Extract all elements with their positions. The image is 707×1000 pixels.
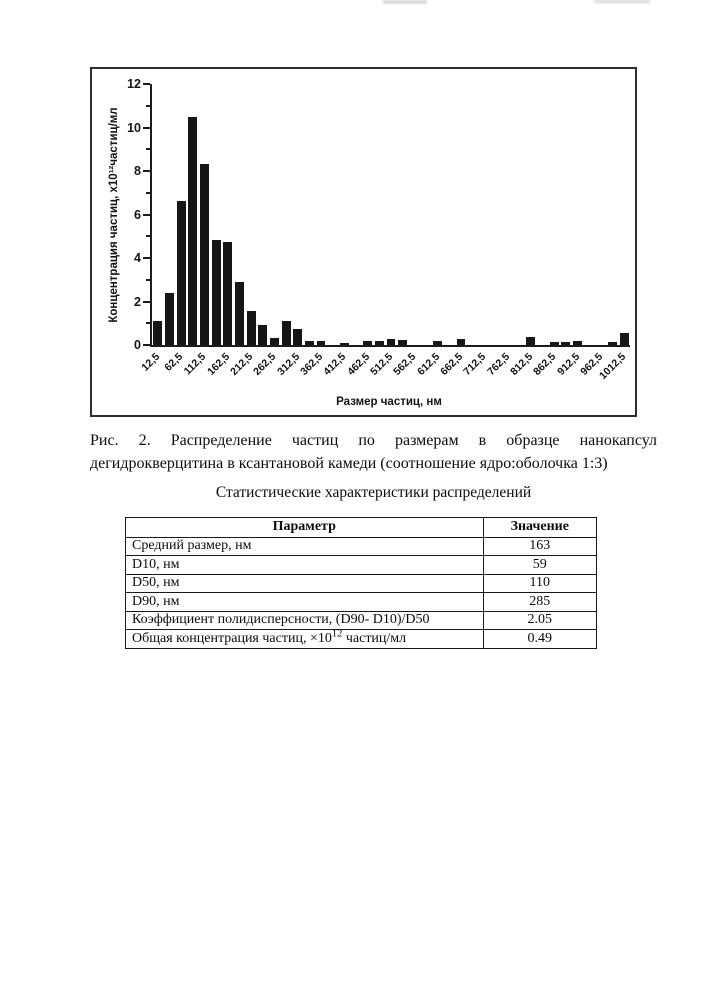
y-major-tick-12 bbox=[143, 83, 150, 85]
stats-table-body bbox=[126, 537, 597, 648]
x-tick-label-462-5: 462,5 bbox=[344, 350, 372, 378]
x-tick-label-962-5: 962,5 bbox=[578, 350, 606, 378]
y-major-tick-10 bbox=[143, 127, 150, 129]
table-row bbox=[126, 574, 597, 593]
y-tick-label-12: 12 bbox=[127, 77, 141, 91]
bar-912-5nm bbox=[573, 341, 582, 345]
bar-862-5nm bbox=[550, 342, 559, 345]
y-tick-label-4: 4 bbox=[134, 251, 141, 265]
bar-62-5nm bbox=[177, 201, 186, 345]
x-axis-title: Размер частиц, нм bbox=[336, 396, 442, 408]
bar-112-5nm bbox=[200, 164, 209, 345]
plot-area bbox=[127, 77, 630, 382]
x-tick-label-62-5: 62,5 bbox=[162, 350, 186, 374]
bar-87-5nm bbox=[188, 117, 197, 345]
bar-262-5nm bbox=[270, 338, 279, 345]
table-header-row bbox=[126, 518, 597, 538]
value-cell: 163 bbox=[483, 537, 596, 556]
bar-212-5nm bbox=[247, 311, 256, 345]
x-tick-label-512-5: 512,5 bbox=[368, 350, 396, 378]
y-minor-tick-11 bbox=[146, 105, 150, 107]
x-tick-label-262-5: 262,5 bbox=[251, 350, 279, 378]
value-cell: 59 bbox=[483, 556, 596, 575]
figure-caption bbox=[90, 429, 657, 475]
bar-137-5nm bbox=[212, 240, 221, 345]
x-tick-label-162-5: 162,5 bbox=[204, 350, 233, 378]
table-title: Статистические характеристики распределений bbox=[215, 484, 532, 501]
x-tick-label-212-5: 212,5 bbox=[228, 350, 256, 378]
bar-312-5nm bbox=[293, 329, 302, 345]
y-tick-label-2: 2 bbox=[134, 294, 141, 309]
param-cell: D50, нм bbox=[126, 574, 484, 593]
y-minor-tick-7 bbox=[146, 192, 150, 194]
y-major-tick-6 bbox=[143, 214, 150, 216]
bar-37-5nm bbox=[165, 293, 174, 345]
table-row bbox=[126, 556, 597, 575]
bar-487-5nm bbox=[375, 341, 384, 345]
stats-table bbox=[125, 517, 597, 649]
superscript: 12 bbox=[331, 627, 343, 639]
table-row bbox=[126, 593, 597, 612]
y-tick-label-6: 6 bbox=[134, 207, 141, 222]
x-tick-label-612-5: 612,5 bbox=[414, 350, 442, 378]
x-tick-label-662-5: 662,5 bbox=[438, 350, 466, 378]
bar-337-5nm bbox=[305, 341, 314, 345]
bar-187-5nm bbox=[235, 282, 244, 345]
param-cell: Общая концентрация частиц, $\times 10^{12}$ частиц/мл bbox=[126, 630, 484, 649]
value-cell: 0.49 bbox=[483, 630, 596, 649]
value-header: Значение bbox=[483, 518, 596, 538]
value-cell: 2.05 bbox=[483, 611, 596, 630]
y-major-tick-8 bbox=[143, 170, 150, 172]
bar-887-5nm bbox=[561, 342, 570, 345]
x-tick-label-762-5: 762,5 bbox=[484, 350, 512, 378]
y-major-tick-0 bbox=[143, 344, 150, 346]
bar-362-5nm bbox=[317, 341, 326, 345]
bar-662-5nm bbox=[457, 339, 466, 345]
y-minor-tick-3 bbox=[146, 279, 150, 281]
param-cell: D90, нм bbox=[126, 593, 484, 612]
bar-612-5nm bbox=[433, 341, 442, 345]
y-major-tick-4 bbox=[143, 257, 150, 259]
param-cell: Коэффициент полидисперсности, (D90- D10)/D50 bbox=[126, 611, 484, 630]
bar-987-5nm bbox=[608, 342, 617, 345]
y-tick-label-0: 0 bbox=[134, 338, 141, 352]
bar-12-5nm bbox=[153, 321, 162, 345]
param-cell: D10, нм bbox=[126, 556, 484, 575]
x-tick-label-712-5: 712,5 bbox=[461, 350, 489, 378]
x-tick-label-312-5: 312,5 bbox=[274, 350, 302, 378]
x-tick-label-112-5: 112,5 bbox=[182, 350, 209, 378]
bar-162-5nm bbox=[223, 242, 232, 345]
x-tick-label-412-5: 412,5 bbox=[321, 350, 349, 378]
x-tick-label-812-5: 812,5 bbox=[508, 350, 536, 378]
y-tick-label-8: 8 bbox=[134, 164, 141, 178]
bar-512-5nm bbox=[387, 339, 396, 345]
y-major-tick-2 bbox=[143, 301, 150, 303]
figure-caption-line2: дегидрокверцитина в ксантановой камеди (соотношение ядро:оболочка 1:3) bbox=[90, 455, 608, 473]
table-row bbox=[126, 537, 597, 556]
table-row bbox=[126, 630, 597, 649]
bar-287-5nm bbox=[282, 321, 291, 345]
x-tick-label-862-5: 862,5 bbox=[531, 350, 559, 378]
x-tick-label-362-5: 362,5 bbox=[298, 350, 326, 378]
bar-812-5nm bbox=[526, 337, 535, 345]
bar-412-5nm bbox=[340, 343, 349, 345]
x-tick-label-1012-5: 1012,5 bbox=[597, 350, 629, 382]
bar-237-5nm bbox=[258, 325, 267, 345]
bar-1012-5nm bbox=[620, 333, 629, 345]
value-cell: 285 bbox=[483, 593, 596, 612]
y-minor-tick-9 bbox=[146, 148, 150, 150]
table-row bbox=[126, 611, 597, 630]
x-tick-label-912-5: 912,5 bbox=[554, 350, 582, 378]
scan-artifact bbox=[383, 0, 427, 4]
x-tick-label-562-5: 562,5 bbox=[391, 350, 419, 378]
param-cell: Средний размер, нм bbox=[126, 537, 484, 556]
y-minor-tick-5 bbox=[146, 235, 150, 237]
x-tick-label-12-5: 12,5 bbox=[139, 350, 163, 374]
y-axis-title: Концентрация частиц, х10¹²частиц/мл bbox=[108, 107, 120, 323]
bar-462-5nm bbox=[363, 341, 372, 345]
scan-artifact bbox=[594, 0, 650, 3]
value-cell: 110 bbox=[483, 574, 596, 593]
figure-caption-line1: Рис. 2. Распределение частиц по размерам в образце нанокапсул bbox=[90, 432, 657, 449]
param-header: Параметр bbox=[126, 518, 484, 538]
bar-537-5nm bbox=[398, 340, 407, 345]
y-tick-label-10: 10 bbox=[127, 120, 141, 135]
y-minor-tick-1 bbox=[146, 322, 150, 324]
figure-box bbox=[90, 67, 637, 417]
